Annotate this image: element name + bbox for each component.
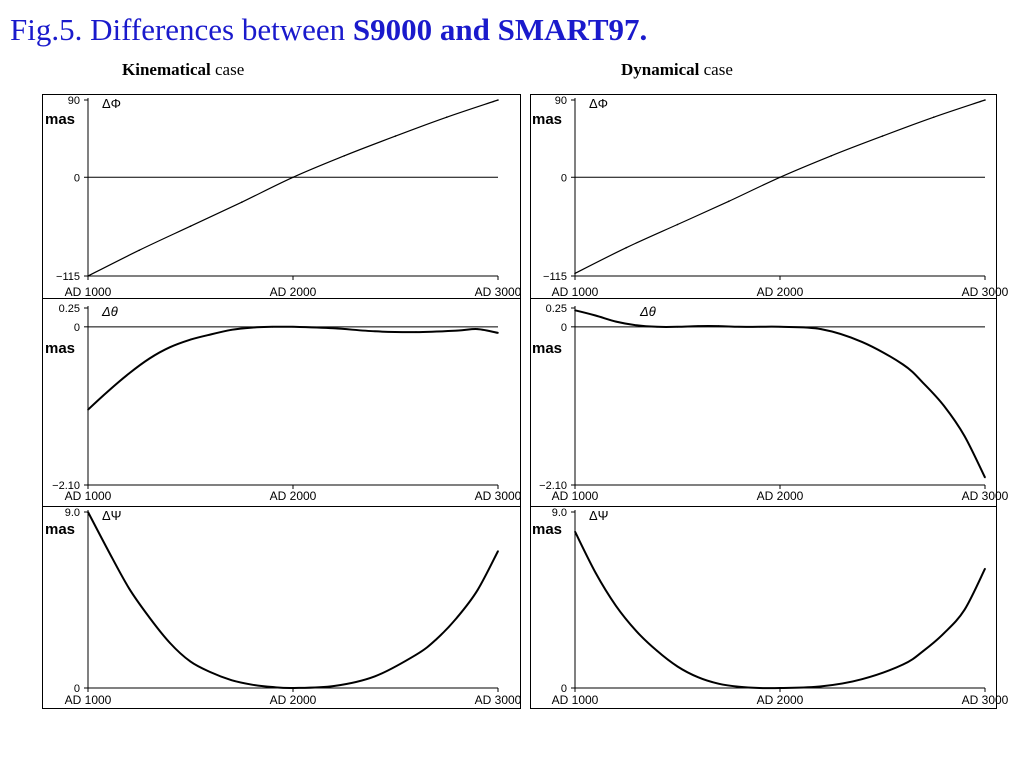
data-point: [456, 330, 458, 332]
data-point: [436, 638, 438, 640]
data-point: [497, 332, 499, 334]
data-point: [677, 666, 679, 668]
unit-label: mas: [532, 339, 563, 357]
x-tick-label: AD 3000: [961, 693, 1009, 707]
data-point: [251, 327, 253, 329]
data-point: [779, 176, 781, 178]
column-heading-rest: case: [210, 60, 245, 79]
x-tick-label: AD 1000: [64, 693, 112, 707]
column-heading-rest: case: [699, 60, 733, 79]
data-point: [943, 405, 945, 407]
data-point: [149, 358, 151, 360]
x-tick-label: AD 2000: [269, 489, 317, 503]
chart-panel-dynamical-2: [531, 299, 1009, 507]
data-point: [779, 687, 781, 689]
data-point: [333, 328, 335, 330]
data-point: [149, 617, 151, 619]
y-tick-label: 0: [73, 172, 80, 185]
series-line: [575, 310, 985, 477]
data-point: [902, 364, 904, 366]
data-point: [984, 99, 986, 101]
panel-frame: [531, 507, 997, 709]
data-point: [656, 650, 658, 652]
data-point: [820, 328, 822, 330]
data-point: [272, 326, 274, 328]
data-point: [625, 247, 627, 249]
series-line: [575, 100, 985, 273]
data-point: [759, 326, 761, 328]
y-tick-label: 0: [560, 172, 567, 185]
y-tick-label: 90: [554, 95, 567, 107]
data-point: [374, 675, 376, 677]
column-heading-bold: Kinematical: [122, 60, 211, 79]
data-point: [943, 632, 945, 634]
series-line: [88, 512, 498, 688]
data-point: [497, 550, 499, 552]
data-point: [820, 686, 822, 688]
y-tick-label: 0: [73, 683, 80, 695]
panel-frame: [43, 507, 521, 709]
panel-frame: [531, 95, 997, 299]
data-point: [882, 135, 884, 137]
data-point: [718, 683, 720, 685]
data-point: [231, 679, 233, 681]
data-point: [779, 326, 781, 328]
x-tick-label: AD 2000: [269, 693, 317, 707]
y-tick-label: 9.0: [64, 507, 80, 519]
column-heading-bold: Dynamical: [621, 60, 700, 79]
data-point: [697, 676, 699, 678]
figure-title-bold: S9000 and SMART97.: [352, 12, 648, 47]
data-point: [861, 678, 863, 680]
data-point: [477, 589, 479, 591]
data-point: [190, 225, 192, 227]
unit-label: mas: [45, 339, 76, 357]
y-tick-label: 0: [560, 683, 567, 695]
data-point: [984, 568, 986, 570]
data-point: [615, 321, 617, 323]
chart-panel-kinematical-1: [43, 95, 522, 300]
series-symbol-label: Δθ: [102, 304, 118, 319]
unit-label: mas: [45, 521, 76, 538]
x-tick-label: AD 3000: [961, 285, 1009, 299]
panel-frame: [531, 299, 997, 507]
data-point: [728, 201, 730, 203]
unit-label: mas: [532, 111, 563, 128]
data-point: [87, 409, 89, 411]
unit-label: mas: [45, 111, 76, 128]
data-point: [861, 341, 863, 343]
data-point: [574, 273, 576, 275]
x-tick-label: AD 2000: [756, 489, 804, 503]
data-point: [738, 326, 740, 328]
y-tick-label: 0.25: [545, 303, 567, 315]
series-line: [88, 100, 498, 276]
data-point: [374, 331, 376, 333]
data-point: [292, 687, 294, 689]
data-point: [595, 315, 597, 317]
data-point: [477, 328, 479, 330]
chart-panel-kinematical-3: [43, 507, 522, 709]
data-point: [128, 373, 130, 375]
series-symbol-label: ΔΨ: [589, 508, 609, 523]
series-symbol-label: ΔΦ: [102, 96, 122, 111]
data-point: [128, 587, 130, 589]
data-point: [241, 201, 243, 203]
data-point: [574, 309, 576, 311]
data-point: [718, 325, 720, 327]
data-point: [138, 249, 140, 251]
data-point: [292, 326, 294, 328]
data-point: [830, 155, 832, 157]
data-point: [190, 661, 192, 663]
data-point: [169, 642, 171, 644]
chart-panel-kinematical-2: [43, 299, 522, 507]
series-symbol-label: Δθ: [640, 304, 656, 319]
y-tick-label: −115: [543, 271, 567, 283]
data-point: [446, 116, 448, 118]
data-point: [210, 334, 212, 336]
series-symbol-label: ΔΦ: [589, 96, 609, 111]
y-tick-label: 0: [73, 321, 80, 334]
data-point: [415, 654, 417, 656]
data-point: [343, 155, 345, 157]
x-tick-label: AD 3000: [474, 285, 522, 299]
data-point: [902, 664, 904, 666]
data-point: [759, 687, 761, 689]
y-tick-label: 0: [560, 321, 567, 334]
data-point: [87, 511, 89, 513]
data-point: [108, 550, 110, 552]
data-point: [964, 435, 966, 437]
x-tick-label: AD 2000: [269, 285, 317, 299]
data-point: [636, 630, 638, 632]
y-tick-label: 0.25: [58, 303, 80, 315]
x-tick-label: AD 2000: [756, 285, 804, 299]
y-tick-label: −115: [56, 271, 80, 283]
data-point: [292, 176, 294, 178]
x-tick-label: AD 1000: [551, 693, 599, 707]
data-point: [210, 672, 212, 674]
x-tick-label: AD 2000: [756, 693, 804, 707]
data-point: [595, 572, 597, 574]
y-tick-label: −2.10: [52, 480, 80, 492]
data-point: [656, 326, 658, 328]
panel-frame: [43, 299, 521, 507]
unit-label: mas: [532, 521, 563, 538]
data-point: [677, 224, 679, 226]
data-point: [108, 390, 110, 392]
data-point: [169, 346, 171, 348]
data-point: [933, 116, 935, 118]
x-tick-label: AD 1000: [551, 489, 599, 503]
data-point: [615, 605, 617, 607]
figure-title-prefix: Fig.5. Differences between: [10, 12, 353, 47]
x-tick-label: AD 3000: [474, 489, 522, 503]
data-point: [923, 383, 925, 385]
data-point: [251, 684, 253, 686]
data-point: [190, 339, 192, 341]
x-tick-label: AD 1000: [64, 489, 112, 503]
data-point: [456, 617, 458, 619]
data-point: [636, 325, 638, 327]
x-tick-label: AD 3000: [961, 489, 1009, 503]
data-point: [87, 275, 89, 277]
data-point: [677, 326, 679, 328]
y-tick-label: 9.0: [551, 507, 567, 519]
x-tick-label: AD 1000: [551, 285, 599, 299]
data-point: [738, 686, 740, 688]
data-point: [574, 531, 576, 533]
data-point: [984, 477, 986, 479]
data-point: [497, 99, 499, 101]
chart-panel-dynamical-1: [531, 95, 1009, 300]
data-point: [272, 686, 274, 688]
series-line: [575, 532, 985, 689]
data-point: [231, 329, 233, 331]
series-symbol-label: ΔΨ: [102, 508, 122, 523]
y-tick-label: −2.10: [539, 480, 567, 492]
series-line: [88, 327, 498, 410]
data-point: [697, 325, 699, 327]
data-point: [923, 650, 925, 652]
data-point: [415, 331, 417, 333]
panel-frame: [43, 95, 521, 299]
chart-panel-dynamical-3: [531, 507, 1009, 709]
data-point: [395, 135, 397, 137]
x-tick-label: AD 1000: [64, 285, 112, 299]
data-point: [964, 609, 966, 611]
x-tick-label: AD 3000: [474, 693, 522, 707]
y-tick-label: 90: [67, 95, 80, 107]
data-point: [333, 685, 335, 687]
